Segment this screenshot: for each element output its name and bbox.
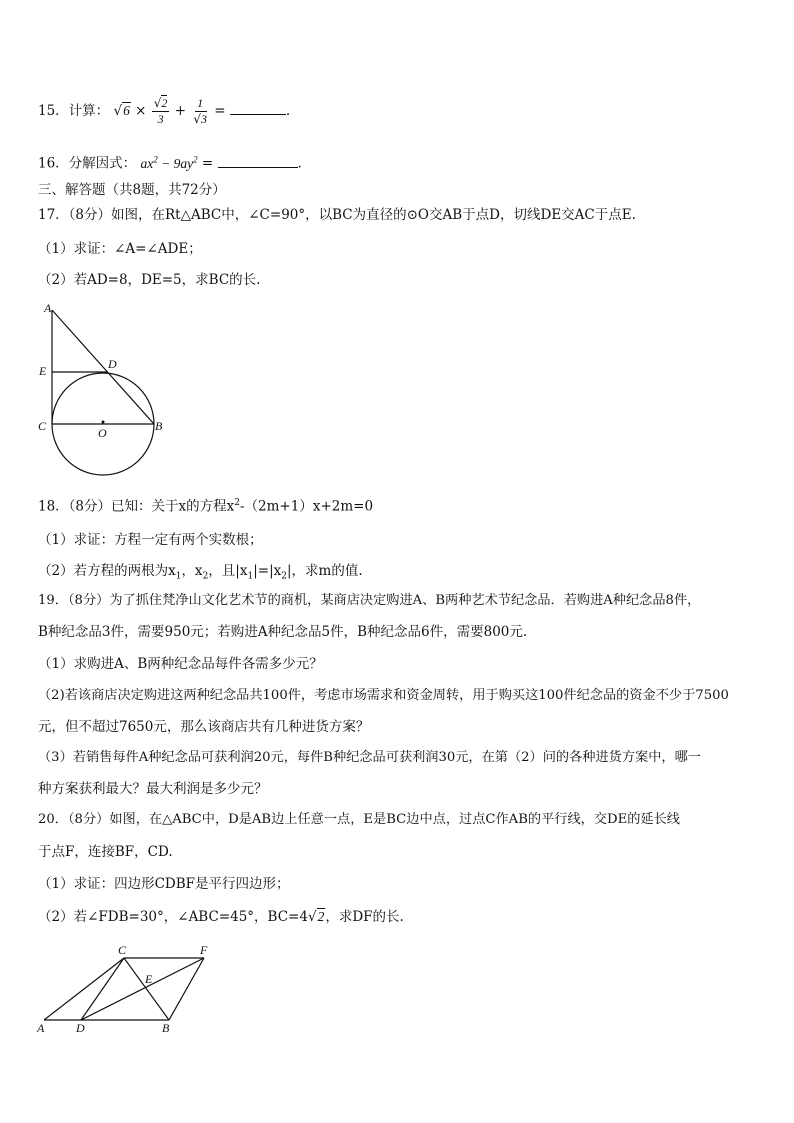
section-heading: 三、解答题（共8题，共72分） xyxy=(38,182,226,198)
fig20-label-c: C xyxy=(118,943,127,957)
plus-sign: + xyxy=(174,103,187,119)
q15-suffix: . xyxy=(285,103,291,119)
fig17-label-b: B xyxy=(155,419,163,433)
fig17-label-d: D xyxy=(108,357,117,371)
q20-part2: （2）若∠FDB=30°，∠ABC=45°，BC=4√2，求DF的长. xyxy=(38,909,404,925)
q19-line6: （3）若销售每件A种纪念品可获利润20元，每件B种纪念品可获利润30元，在第（2）问的各种进货方案中，哪一 xyxy=(38,750,701,765)
q19-line7: 种方案获利最大？最大利润是多少元？ xyxy=(38,781,268,797)
q19-line5: 元，但不超过7650元，那么该商店共有几种进货方案？ xyxy=(38,719,370,735)
fig17-label-e: E xyxy=(39,364,47,378)
fig20-label-f: F xyxy=(200,943,208,957)
q18-part2: （2）若方程的两根为$x_1$，$x_2$，且$|x_1|=|x_2|$，求m的值. xyxy=(38,563,363,582)
fig17-label-c: C xyxy=(38,419,47,433)
q16-suffix: . xyxy=(297,155,302,172)
q19-line2: B种纪念品3件，需要950元；若购进A种纪念品5件，B种纪念品6件，需要800元. xyxy=(38,624,528,640)
fraction-sqrt2-over-3: $\frac{√2}{3}$ xyxy=(153,96,168,126)
answer-blank-16 xyxy=(218,153,298,168)
q19-line1: 19．（8分）为了抓住梵净山文化艺术节的商机，某商店决定购进A、B两种艺术节纪念品．若购进A种纪念品8件， xyxy=(38,593,701,608)
q16-expr: $ax^2 - 9ay^2$ xyxy=(140,154,198,171)
q16-prefix: 16．分解因式： xyxy=(38,155,137,172)
times-sign: × xyxy=(135,103,147,119)
fig20-label-e: E xyxy=(145,972,153,986)
q16-line xyxy=(38,150,302,173)
sqrt6: √6 xyxy=(113,103,130,119)
fig20-label-d: D xyxy=(76,1021,85,1035)
fig17-label-a: A xyxy=(44,301,52,315)
q16-eq: = xyxy=(197,155,218,172)
q20-line2: 于点F，连接BF，CD. xyxy=(38,844,173,860)
q20-figure xyxy=(34,940,224,1036)
q17-stem: 17．（8分）如图，在Rt△ABC中，∠C=90°，以BC为直径的⊙O交AB于点D，切线DE交AC于点E. xyxy=(38,207,636,223)
q20-line1: 20．（8分）如图，在△ABC中，D是AB边上任意一点，E是BC边中点，过点C作AB的平行线，交DE的延长线 xyxy=(38,812,680,827)
fig20-label-a: A xyxy=(37,1021,45,1035)
q18-part1: （1）求证：方程一定有两个实数根； xyxy=(38,532,263,548)
answer-blank-15 xyxy=(230,100,286,115)
fig17-label-o: O xyxy=(98,426,107,440)
sqrt2-radical: √2 xyxy=(307,909,325,925)
fig20-label-b: B xyxy=(162,1021,170,1035)
q15-line xyxy=(38,96,290,127)
q20-part1: （1）求证：四边形CDBF是平行四边形； xyxy=(38,876,290,892)
fraction-1-over-sqrt3: $\frac{1}{√3}$ xyxy=(193,96,207,126)
q17-part1: （1）求证：∠A=∠ADE； xyxy=(38,241,202,257)
equals-sign: = xyxy=(214,103,226,119)
q18-stem: 18．（8分）已知：关于x的方程$x^2-(2m+1)x+2m=0$ xyxy=(38,498,374,515)
q17-part2: （2）若AD=8，DE=5，求BC的长. xyxy=(38,272,261,288)
q19-line4: （2)若该商店决定购进这两种纪念品共100件，考虑市场需求和资金周转，用于购买这100件纪念品的资金不少于7500 xyxy=(38,688,729,703)
q19-part1: （1）求购进A、B两种纪念品每件各需多少元？ xyxy=(38,656,323,672)
q15-prefix: 15．计算： xyxy=(38,103,110,119)
q17-figure xyxy=(34,296,174,476)
